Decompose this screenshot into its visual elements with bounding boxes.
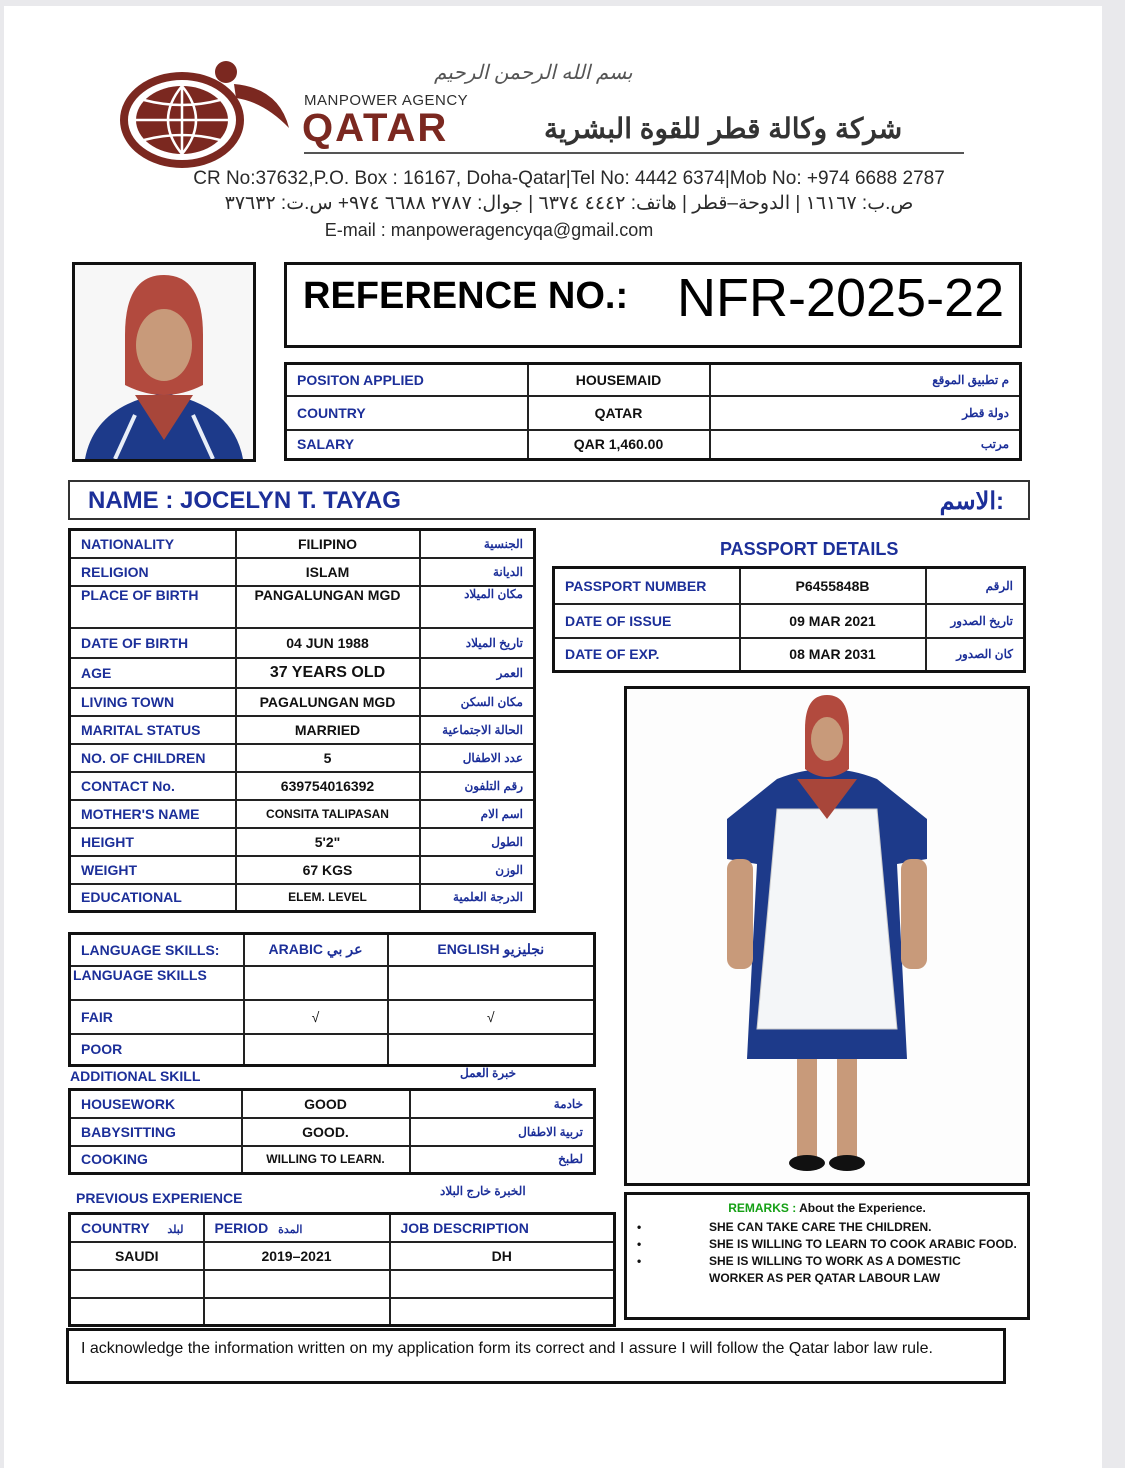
field-value: FILIPINO (236, 530, 420, 558)
table-row (70, 1034, 595, 1066)
field-label: EDUCATIONAL (70, 884, 236, 912)
period-header-arabic: المدة (278, 1223, 303, 1236)
period-column-header (204, 1214, 390, 1242)
field-arabic: الديانة (420, 558, 535, 586)
address-arabic: ص.ب: ١٦١٦٧ | الدوحة–قطر | هاتف: ٤٤٤٢ ٦٣٧٤ | جوال: ٢٧٨٧ ٦٦٨٨ ٩٧٤+ س.ت: ٣٧٦٣٢ (224, 193, 914, 214)
table-row (70, 934, 595, 966)
field-value: 37 YEARS OLD (236, 658, 420, 688)
table-row (70, 716, 535, 744)
empty-cell (388, 966, 595, 1000)
position-label: POSITON APPLIED (286, 364, 528, 396)
field-arabic: الطول (420, 828, 535, 856)
table-row (286, 430, 1021, 460)
fair-label: FAIR (70, 1000, 244, 1034)
agency-name-arabic: شركة وكالة قطر للقوة البشرية (544, 113, 903, 144)
applicant-name-arabic-label: الاسم: (939, 488, 1004, 515)
field-value: 5'2" (236, 828, 420, 856)
housework-arabic: خادمة (410, 1090, 595, 1118)
salary-value: QAR 1,460.00 (528, 430, 710, 460)
field-arabic: الوزن (420, 856, 535, 884)
poor-english-check (388, 1034, 595, 1066)
field-arabic: الدرجة العلمية (420, 884, 535, 912)
experience-job: DH (390, 1242, 615, 1270)
agency-logo-icon (114, 58, 304, 168)
name-bar (68, 480, 1030, 520)
table-row (554, 638, 1025, 672)
passport-table (552, 566, 1026, 673)
field-value: 5 (236, 744, 420, 772)
field-label: WEIGHT (70, 856, 236, 884)
bismillah-text: بسم الله الرحمن الرحيم (434, 62, 633, 84)
salary-arabic: مرتب (710, 430, 1021, 460)
passport-number-value: P6455848B (740, 568, 926, 604)
field-value: ISLAM (236, 558, 420, 586)
language-skills-header: LANGUAGE SKILLS: (70, 934, 244, 966)
table-row (70, 744, 535, 772)
table-row (70, 658, 535, 688)
field-label: AGE (70, 658, 236, 688)
babysitting-value: GOOD. (242, 1118, 410, 1146)
table-row (70, 1146, 595, 1174)
field-arabic: اسم الام (420, 800, 535, 828)
field-arabic: مكان الميلاد (420, 586, 535, 628)
applicant-full-body-photo (624, 686, 1030, 1186)
field-label: MOTHER'S NAME (70, 800, 236, 828)
table-row (70, 1242, 615, 1270)
field-value: ELEM. LEVEL (236, 884, 420, 912)
remarks-heading (627, 1201, 1027, 1215)
fair-english-check: √ (388, 1000, 595, 1034)
expiry-date-value: 08 MAR 2031 (740, 638, 926, 672)
field-value: PAGALUNGAN MGD (236, 688, 420, 716)
issue-date-arabic: تاريخ الصدور (926, 604, 1025, 638)
country-value: QATAR (528, 396, 710, 430)
acknowledgement-box (66, 1328, 1006, 1384)
table-row (70, 1000, 595, 1034)
field-value: CONSITA TALIPASAN (236, 800, 420, 828)
job-description-header: JOB DESCRIPTION (390, 1214, 615, 1242)
passport-details-title: PASSPORT DETAILS (720, 539, 899, 559)
country-column-header (70, 1214, 204, 1242)
table-row (70, 772, 535, 800)
remark-text: SHE CAN TAKE CARE THE CHILDREN. (709, 1220, 932, 1234)
remarks-box (624, 1192, 1030, 1320)
passport-number-label: PASSPORT NUMBER (554, 568, 740, 604)
table-row (70, 1270, 615, 1298)
field-arabic: عدد الاطفال (420, 744, 535, 772)
issue-date-label: DATE OF ISSUE (554, 604, 740, 638)
expiry-date-label: DATE OF EXP. (554, 638, 740, 672)
remark-item: • SHE CAN TAKE CARE THE CHILDREN. (637, 1220, 932, 1234)
empty-cell (70, 1270, 204, 1298)
field-label: HEIGHT (70, 828, 236, 856)
remark-text: SHE IS WILLING TO WORK AS A DOMESTIC WORKER AS PER QATAR LABOUR LAW (709, 1254, 961, 1285)
remark-item: • SHE IS WILLING TO LEARN TO COOK ARABIC FOOD. (637, 1237, 1017, 1251)
field-value: MARRIED (236, 716, 420, 744)
table-row (70, 558, 535, 586)
remark-item: • SHE IS WILLING TO WORK AS A DOMESTIC WORKER AS PER QATAR LABOUR LAW (637, 1253, 1027, 1287)
reference-label: REFERENCE NO.: (303, 275, 629, 317)
field-value: 67 KGS (236, 856, 420, 884)
reference-number: NFR-2025-22 (677, 268, 1005, 328)
field-arabic: مكان السكن (420, 688, 535, 716)
language-skills-table (68, 932, 596, 1067)
empty-cell (204, 1270, 390, 1298)
table-row (554, 568, 1025, 604)
remarks-label: REMARKS : (728, 1201, 797, 1215)
empty-cell (244, 966, 388, 1000)
agency-subtitle: MANPOWER AGENCY (304, 92, 469, 109)
additional-skill-title-arabic: خبرة العمل (460, 1066, 517, 1080)
table-row (70, 530, 535, 558)
remarks-list (637, 1219, 1027, 1287)
table-row (70, 884, 535, 912)
additional-skills-table (68, 1088, 596, 1175)
position-arabic: م تطبيق الموقع (710, 364, 1021, 396)
field-value: PANGALUNGAN MGD (236, 586, 420, 628)
salary-label: SALARY (286, 430, 528, 460)
address-english: CR No:37632,P.O. Box : 16167, Doha-Qatar|Tel No: 4442 6374|Mob No: +974 6688 2787 (193, 168, 945, 189)
field-label: PLACE OF BIRTH (70, 586, 236, 628)
table-row (70, 1214, 615, 1242)
field-value: 639754016392 (236, 772, 420, 800)
country-header-arabic: لبلد (167, 1223, 184, 1236)
country-arabic: دولة قطر (710, 396, 1021, 430)
housework-value: GOOD (242, 1090, 410, 1118)
experience-table (68, 1212, 616, 1327)
field-arabic: تاريخ الميلاد (420, 628, 535, 658)
table-row (70, 828, 535, 856)
fair-arabic-check: √ (244, 1000, 388, 1034)
field-label: NATIONALITY (70, 530, 236, 558)
cooking-label: COOKING (70, 1146, 242, 1174)
poor-arabic-check (244, 1034, 388, 1066)
agency-name: QATAR (302, 106, 449, 150)
experience-period: 2019–2021 (204, 1242, 390, 1270)
table-row (70, 800, 535, 828)
table-row (286, 396, 1021, 430)
country-label: COUNTRY (286, 396, 528, 430)
babysitting-arabic: تربية الاطفال (410, 1118, 595, 1146)
application-form (4, 6, 1102, 1468)
previous-experience-title-arabic: الخبرة خارج البلاد (440, 1184, 526, 1198)
personal-details-table (68, 528, 536, 913)
previous-experience-title: PREVIOUS EXPERIENCE (76, 1190, 243, 1206)
field-label: LIVING TOWN (70, 688, 236, 716)
table-row (286, 364, 1021, 396)
empty-cell (70, 1298, 204, 1326)
poor-label: POOR (70, 1034, 244, 1066)
issue-date-value: 09 MAR 2021 (740, 604, 926, 638)
housework-label: HOUSEWORK (70, 1090, 242, 1118)
table-row (70, 688, 535, 716)
table-row (554, 604, 1025, 638)
babysitting-label: BABYSITTING (70, 1118, 242, 1146)
field-label: MARITAL STATUS (70, 716, 236, 744)
position-table (284, 362, 1022, 461)
header-divider (304, 152, 964, 154)
field-label: NO. OF CHILDREN (70, 744, 236, 772)
empty-cell (204, 1298, 390, 1326)
remark-text: SHE IS WILLING TO LEARN TO COOK ARABIC FOOD. (709, 1237, 1017, 1251)
email-line: E-mail : manpoweragencyqa@gmail.com (324, 220, 654, 240)
arabic-column-header: ARABIC عر بي (244, 934, 388, 966)
table-row (70, 1090, 595, 1118)
field-arabic: الحالة الاجتماعية (420, 716, 535, 744)
field-arabic: رقم التلفون (420, 772, 535, 800)
language-skills-sublabel: LANGUAGE SKILLS (70, 966, 244, 1000)
country-header-label: COUNTRY (81, 1219, 150, 1236)
table-row (70, 1298, 615, 1326)
expiry-date-arabic: كان الصدور (926, 638, 1025, 672)
table-row (70, 628, 535, 658)
table-row (70, 586, 535, 628)
table-row (70, 1118, 595, 1146)
field-label: DATE OF BIRTH (70, 628, 236, 658)
empty-cell (390, 1270, 615, 1298)
period-header-label: PERIOD (214, 1219, 269, 1236)
position-value: HOUSEMAID (528, 364, 710, 396)
passport-number-arabic: الرقم (926, 568, 1025, 604)
cooking-arabic: لطبخ (410, 1146, 595, 1174)
table-row (70, 966, 595, 1000)
remarks-intro: About the Experience. (799, 1201, 926, 1215)
field-arabic: الجنسية (420, 530, 535, 558)
field-arabic: العمر (420, 658, 535, 688)
additional-skill-title: ADDITIONAL SKILL (70, 1068, 201, 1084)
field-label: CONTACT No. (70, 772, 236, 800)
acknowledgement-text: I acknowledge the information written on my application form its correct and I assure I will follow the Qatar labor law rule. (81, 1340, 933, 1357)
field-value: 04 JUN 1988 (236, 628, 420, 658)
table-row (70, 856, 535, 884)
cooking-value: WILLING TO LEARN. (242, 1146, 410, 1174)
applicant-name: NAME : JOCELYN T. TAYAG (88, 487, 401, 514)
empty-cell (390, 1298, 615, 1326)
applicant-portrait-photo (72, 262, 256, 462)
english-column-header: ENGLISH نجليزيو (388, 934, 595, 966)
reference-box (284, 262, 1022, 348)
experience-country: SAUDI (70, 1242, 204, 1270)
field-label: RELIGION (70, 558, 236, 586)
